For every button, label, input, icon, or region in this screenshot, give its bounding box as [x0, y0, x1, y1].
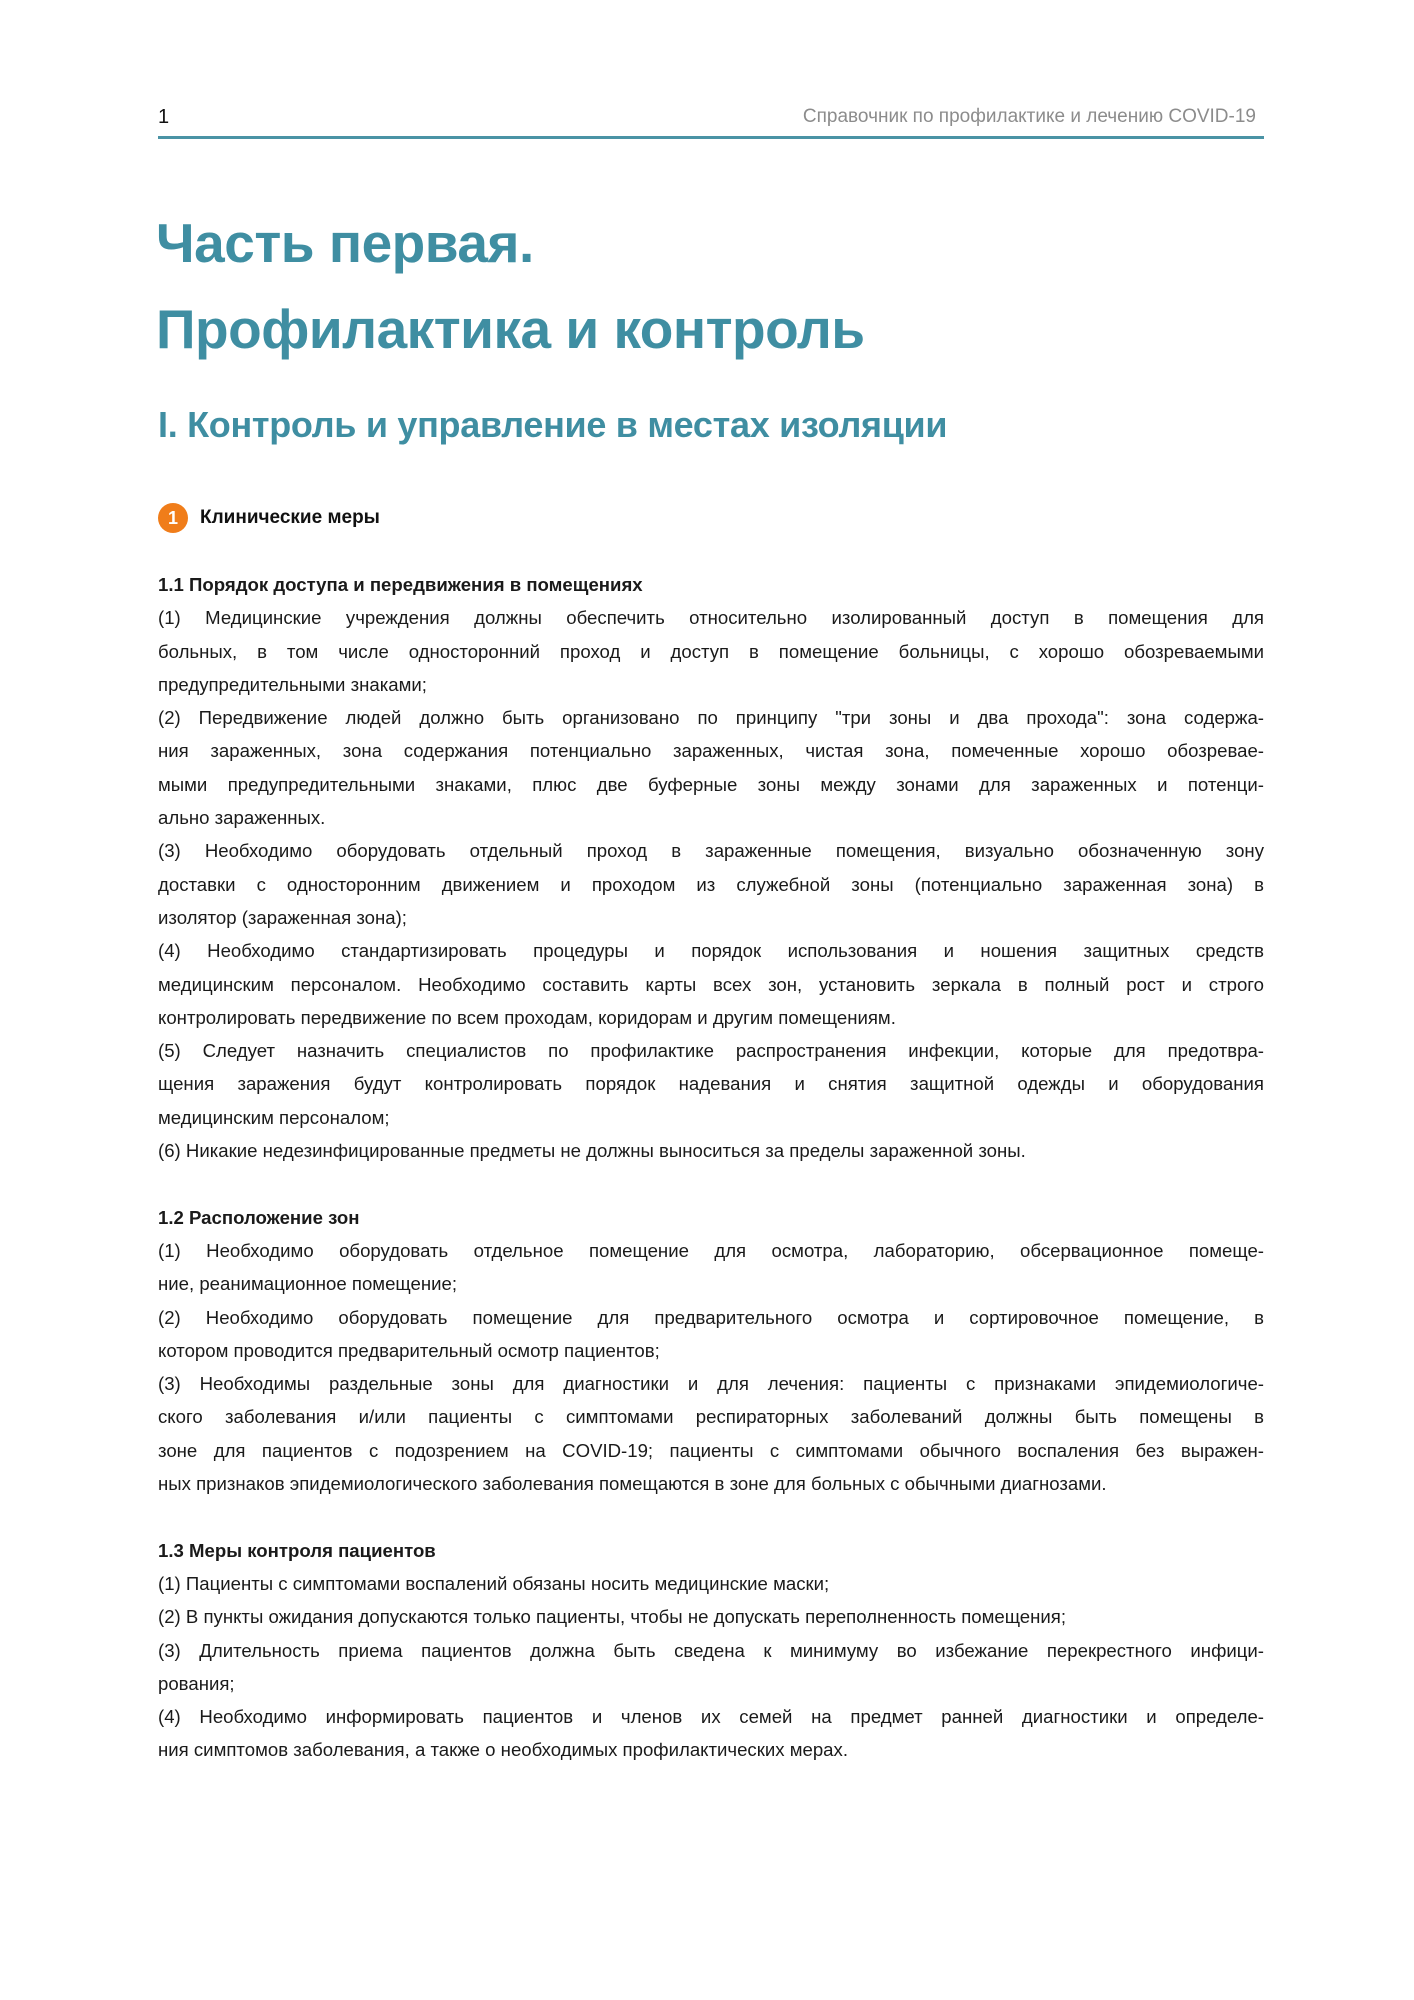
text-line: ния зараженных, зона содержания потенциально зараженных, чистая зона, помеченные хорошо обозревае- [158, 740, 1264, 762]
list-item [158, 1600, 1264, 1633]
list-item [158, 1700, 1264, 1767]
text-line: (1) Пациенты с симптомами воспалений обязаны носить медицинские маски; [158, 1572, 830, 1594]
subsection [158, 568, 1264, 1167]
list-item [158, 1367, 1264, 1500]
list-item [158, 1234, 1264, 1301]
text-line: (3) Необходимы раздельные зоны для диагностики и для лечения: пациенты с признаками эпидемиологиче- [158, 1373, 1264, 1395]
chapter-number-badge: 1 [158, 503, 188, 533]
text-line: ных признаков эпидемиологического заболевания помещаются в зоне для больных с обычными диагнозами. [158, 1473, 1107, 1495]
text-line: предупредительными знаками; [158, 673, 427, 695]
text-line: доставки с односторонним движением и проходом из служебной зоны (потенциально зараженная зона) в [158, 873, 1264, 895]
list-item [158, 1634, 1264, 1701]
text-line: ского заболевания и/или пациенты с симптомами респираторных заболеваний должны быть помещены в [158, 1406, 1264, 1428]
text-line: больных, в том числе односторонний проход и доступ в помещение больницы, с хорошо обозреваемыми [158, 640, 1264, 662]
text-line: ние, реанимационное помещение; [158, 1273, 458, 1295]
text-line: контролировать передвижение по всем проходам, коридорам и другим помещениям. [158, 1006, 896, 1028]
text-line: (2) Передвижение людей должно быть организовано по принципу "три зоны и два прохода": зона содержа- [158, 707, 1264, 729]
text-line: (3) Необходимо оборудовать отдельный проход в зараженные помещения, визуально обозначенную зону [158, 840, 1264, 862]
text-line: ния симптомов заболевания, а также о необходимых профилактических мерах. [158, 1739, 848, 1761]
text-line: (1) Необходимо оборудовать отдельное помещение для осмотра, лабораторию, обсервационное помеще- [158, 1239, 1264, 1261]
list-item [158, 834, 1264, 934]
list-item [158, 934, 1264, 1034]
list-item [158, 1301, 1264, 1368]
subsection-title: 1.3 Меры контроля пациентов [158, 1539, 436, 1561]
list-item [158, 1034, 1264, 1134]
text-line: изолятор (зараженная зона); [158, 906, 407, 928]
subsection-title: 1.1 Порядок доступа и передвижения в помещениях [158, 574, 643, 595]
subsection [158, 1201, 1264, 1501]
page-title [156, 200, 865, 372]
running-title: Справочник по профилактике и лечению COVID-19 [802, 106, 1256, 127]
chapter-label: Клинические меры [200, 507, 380, 528]
text-line: медицинским персоналом; [158, 1106, 390, 1128]
text-line: (2) Необходимо оборудовать помещение для предварительного осмотра и сортировочное помещение, в [158, 1306, 1264, 1328]
text-line: щения заражения будут контролировать порядок надевания и снятия защитной одежды и оборудования [158, 1073, 1264, 1095]
text-line: мыми предупредительными знаками, плюс две буферные зоны между зонами для зараженных и потенци- [158, 773, 1264, 795]
text-line: (6) Никакие недезинфицированные предметы не должны выноситься за пределы зараженной зоны. [158, 1140, 1026, 1162]
text-line: (5) Следует назначить специалистов по профилактике распространения инфекции, которые для предотвра- [158, 1040, 1264, 1062]
text-line: (4) Необходимо информировать пациентов и членов их семей на предмет ранней диагностики и определе- [158, 1706, 1264, 1728]
list-item [158, 701, 1264, 834]
list-item [158, 601, 1264, 701]
chapter-heading [158, 503, 380, 533]
text-line: зоне для пациентов с подозрением на COVID-19; пациенты с симптомами обычного воспаления без выражен- [158, 1439, 1264, 1461]
body-content [158, 568, 1264, 1767]
text-line: (4) Необходимо стандартизировать процедуры и порядок использования и ношения защитных средств [158, 940, 1264, 962]
title-line-2: Профилактика и контроль [156, 298, 865, 360]
title-line-1: Часть первая. [156, 212, 534, 274]
text-line: ально зараженных. [158, 807, 326, 829]
list-item [158, 1567, 1264, 1600]
section-heading: I. Контроль и управление в местах изоляции [158, 404, 948, 445]
text-line: медицинским персоналом. Необходимо составить карты всех зон, установить зеркала в полный рост и строго [158, 973, 1264, 995]
header-divider [158, 136, 1264, 139]
subsection-title: 1.2 Расположение зон [158, 1206, 360, 1228]
text-line: (1) Медицинские учреждения должны обеспечить относительно изолированный доступ в помещения для [158, 607, 1264, 629]
text-line: (2) В пункты ожидания допускаются только пациенты, чтобы не допускать переполненность помещения; [158, 1606, 1067, 1628]
list-item [158, 1134, 1264, 1167]
subsection [158, 1534, 1264, 1767]
text-line: (3) Длительность приема пациентов должна быть сведена к минимуму во избежание перекрестного инфици- [158, 1639, 1264, 1661]
page-number: 1 [158, 106, 170, 128]
text-line: рования; [158, 1672, 235, 1694]
text-line: котором проводится предварительный осмотр пациентов; [158, 1339, 660, 1361]
